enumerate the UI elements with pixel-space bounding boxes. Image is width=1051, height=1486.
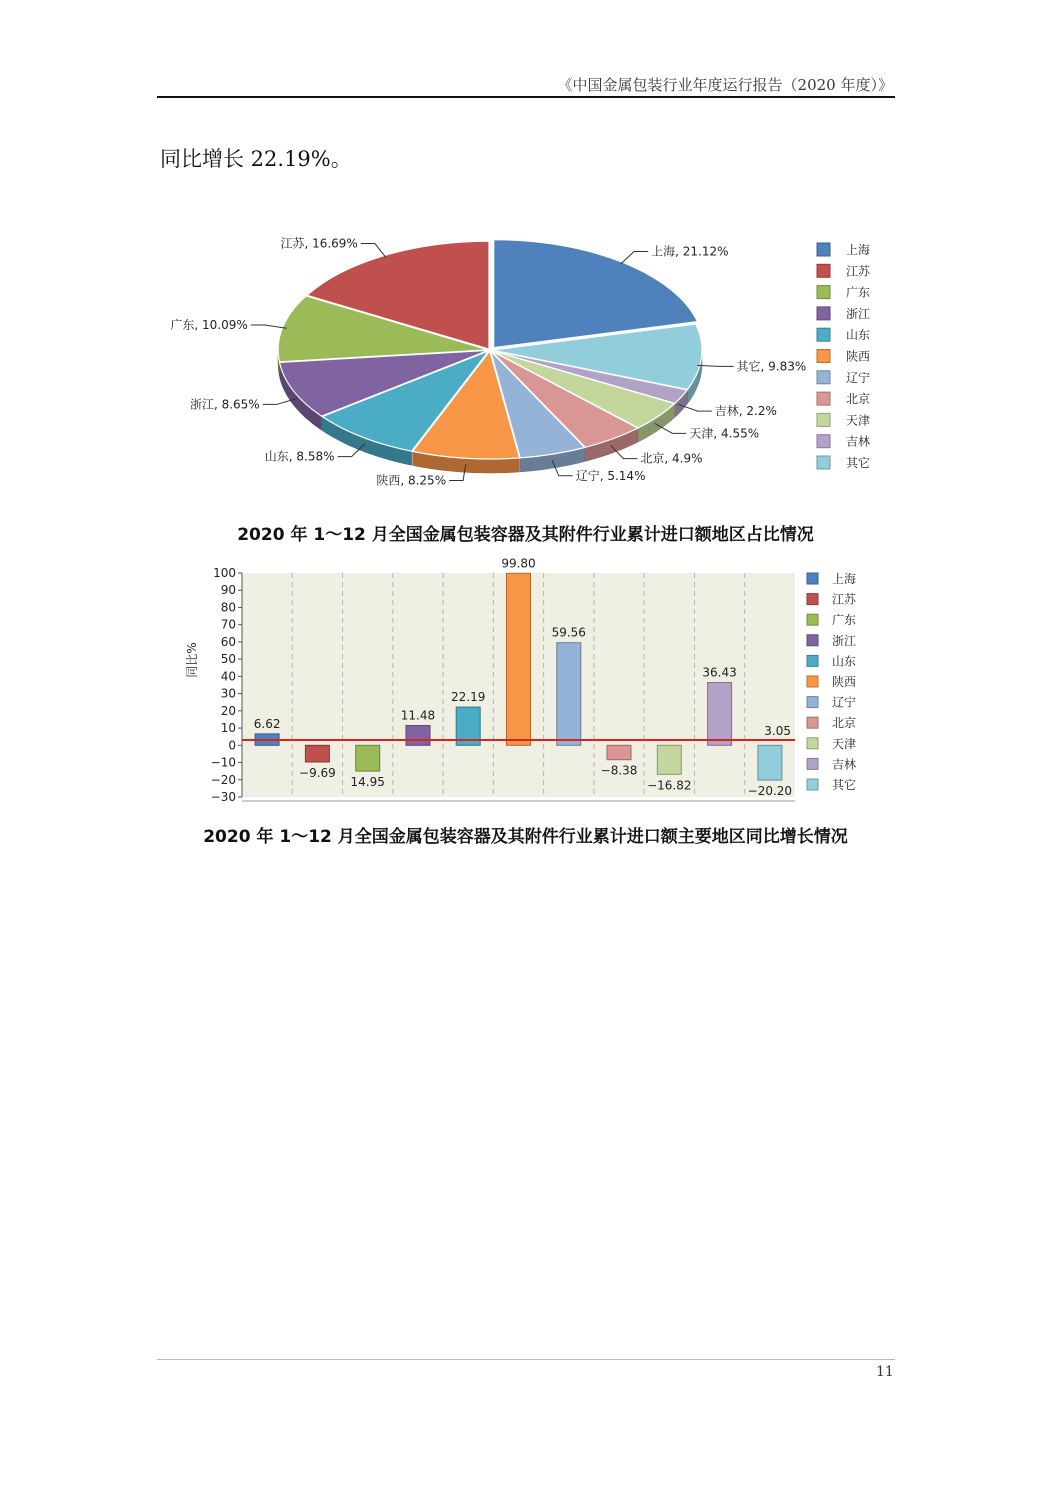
bar-legend-label-6: 辽宁 [832,695,857,710]
bar-legend-label-2: 广东 [832,613,857,628]
bar-ytick-label-3: 70 [220,617,236,632]
pie-legend-label-5: 陕西 [846,349,871,364]
bar-ytick-label-2: 80 [220,600,236,615]
bar-legend-swatch-1 [807,594,818,605]
pie-label-6: 陕西, 8.25% [376,473,447,488]
bar-3 [406,726,430,746]
bar-5 [507,573,531,745]
bar-legend-label-0: 上海 [832,572,857,586]
pie-legend-swatch-5 [817,350,830,363]
pie-label-9: 广东, 10.09% [170,317,248,332]
bar-ytick-label-6: 40 [220,669,236,684]
bar-value-label-3: 11.48 [400,708,436,723]
bar-ytick-label-5: 50 [220,652,236,667]
bar-ytick-label-1: 90 [220,583,236,598]
pie-leader-10 [361,244,386,258]
bar-y-axis-label: 同比% [185,642,199,678]
bar-value-label-4: 22.19 [451,690,486,705]
pie-legend-swatch-9 [817,435,830,448]
bar-legend-label-5: 陕西 [832,675,857,689]
bar-legend-label-1: 江苏 [832,592,857,607]
bar-legend-swatch-10 [807,779,818,790]
pie-legend-label-1: 江苏 [846,264,871,279]
pie-legend-label-2: 广东 [846,285,871,300]
bar-chart [160,550,900,810]
bar-value-label-6: 59.56 [551,625,586,640]
bar-legend-label-10: 其它 [832,778,857,792]
pie-label-5: 辽宁, 5.14% [575,468,646,483]
bar-ytick-label-11: −10 [210,755,236,770]
bar-legend-swatch-5 [807,676,818,687]
pie-legend-label-0: 上海 [846,243,871,257]
pie-chart-caption: 2020 年 1～12 月全国金属包装容器及其附件行业累计进口额地区占比情况 [237,525,814,545]
bar-1 [305,745,329,762]
bar-value-label-10: −20.20 [747,784,793,799]
pie-leader-0 [620,252,648,265]
pie-legend-swatch-1 [817,264,830,277]
bar-9 [708,683,732,746]
pie-legend-swatch-6 [817,371,830,384]
bar-reference-label: 3.05 [764,724,791,739]
bar-legend-swatch-9 [807,758,818,769]
bar-chart-caption: 2020 年 1～12 月全国金属包装容器及其附件行业累计进口额主要地区同比增长情况 [203,827,848,847]
bar-value-label-5: 99.80 [501,556,536,571]
bar-10 [758,745,782,780]
pie-label-1: 其它, 9.83% [736,359,807,374]
pie-legend-swatch-7 [817,392,830,405]
page-number: 11 [876,1364,894,1380]
bar-6 [557,643,581,746]
bar-legend [807,571,857,792]
body-paragraph: 同比增长 22.19%。 [160,147,352,171]
pie-chart [160,220,900,500]
pie-label-8: 浙江, 8.65% [189,397,260,412]
bar-legend-label-7: 北京 [832,716,857,731]
bar-ytick-label-13: −30 [210,790,236,804]
bar-legend-label-4: 山东 [832,654,857,669]
bar-legend-label-3: 浙江 [832,633,857,648]
pie-legend-swatch-0 [817,243,830,256]
pie-leader-1 [697,365,733,366]
pie-label-7: 山东, 8.58% [264,449,335,464]
bar-8 [657,745,681,774]
bar-ytick-label-0: 100 [213,566,236,580]
pie-legend [817,242,871,470]
pie-legend-label-8: 天津 [846,413,871,428]
header-rule [157,96,895,98]
pie-legend-swatch-10 [817,456,830,469]
bar-legend-label-8: 天津 [832,736,857,751]
pie-legend-label-7: 北京 [846,392,871,407]
footer-rule [157,1359,895,1360]
bar-2 [356,745,380,771]
pie-legend-swatch-2 [817,286,830,299]
bar-value-label-9: 36.43 [702,665,737,680]
pie-label-3: 天津, 4.55% [689,426,760,441]
pie-legend-swatch-3 [817,307,830,320]
bar-legend-swatch-7 [807,717,818,728]
bar-value-label-0: 6.62 [253,716,281,731]
bar-ytick-label-7: 30 [220,686,236,701]
bar-legend-swatch-6 [807,697,818,708]
bar-legend-swatch-0 [807,573,818,584]
bar-value-label-2: 14.95 [350,775,385,790]
bar-7 [607,745,631,759]
bar-legend-swatch-3 [807,635,818,646]
pie-leader-9 [251,325,287,328]
pie-label-10: 江苏, 16.69% [280,236,358,251]
bar-ytick-label-4: 60 [220,634,236,649]
bar-legend-swatch-8 [807,738,818,749]
bar-value-label-7: −8.38 [600,763,638,778]
bar-value-label-8: −16.82 [647,778,692,793]
bar-value-label-1: −9.69 [299,766,336,781]
bar-ytick-label-9: 10 [220,721,236,736]
pie-tops [278,240,702,459]
pie-legend-label-4: 山东 [846,328,871,343]
bar-legend-swatch-4 [807,655,818,666]
pie-legend-swatch-4 [817,328,830,341]
pie-label-4: 北京, 4.9% [640,451,703,466]
bar-y-ticks [211,566,242,804]
pie-legend-label-3: 浙江 [846,306,871,321]
pie-label-2: 吉林, 2.2% [714,404,777,419]
bar-legend-label-9: 吉林 [832,757,857,772]
pie-label-0: 上海, 21.12% [651,244,729,259]
pie-legend-swatch-8 [817,413,830,426]
bar-ytick-label-8: 20 [220,703,236,718]
running-header: 《中国金属包装行业年度运行报告（2020 年度）》 [557,76,893,94]
bar-ytick-label-12: −20 [210,772,236,787]
bar-legend-swatch-2 [807,614,818,625]
pie-legend-label-10: 其它 [846,456,871,470]
pie-legend-label-9: 吉林 [846,434,871,449]
bar-ytick-label-10: 0 [228,738,236,753]
pie-legend-label-6: 辽宁 [846,370,871,385]
